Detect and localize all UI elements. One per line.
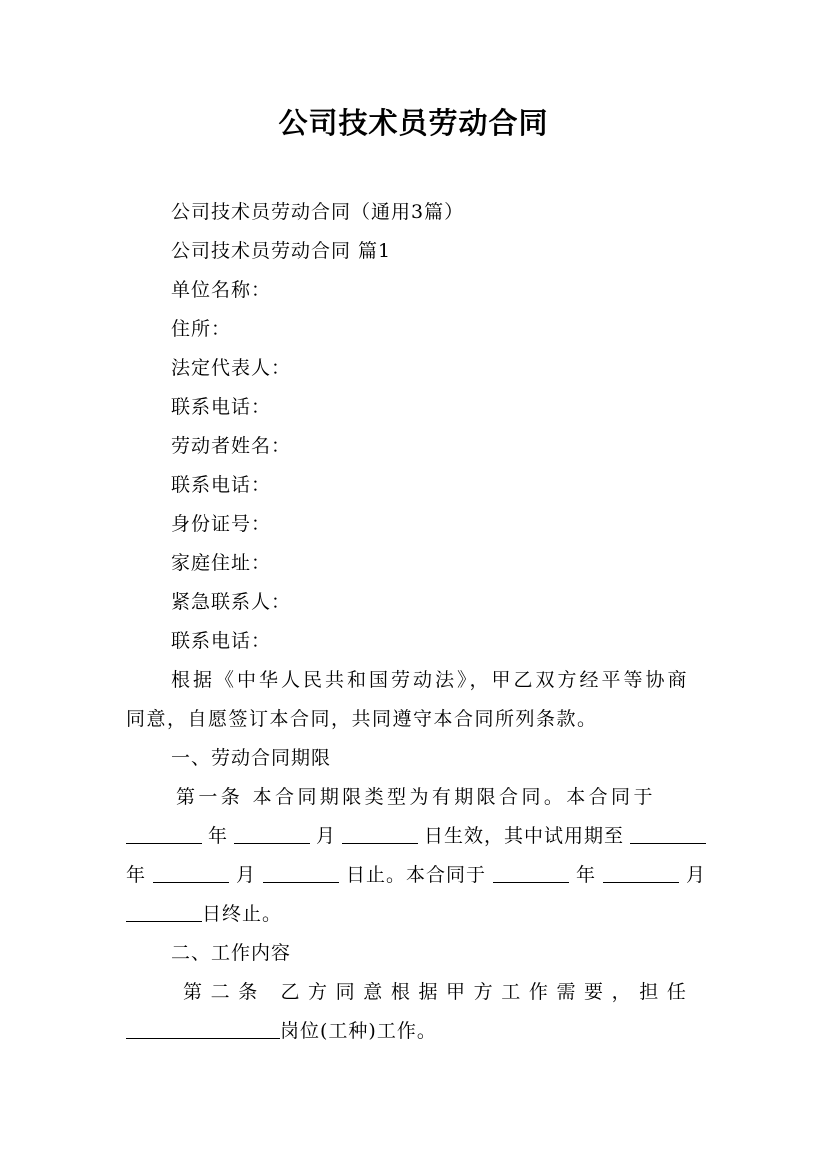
article1-line1 [176, 778, 706, 816]
blank-probation-year [630, 817, 706, 844]
subtitle: 公司技术员劳动合同（通用3篇） [171, 201, 465, 223]
blank-probation-month [153, 856, 229, 883]
label-year-3: 年 [575, 864, 596, 886]
blank-end-day [126, 895, 202, 922]
section-heading-term: 一、劳动合同期限 [171, 747, 332, 769]
label-post: 岗位(工种)工作。 [280, 1020, 437, 1042]
field-id-number: 身份证号： [171, 513, 272, 535]
blank-probation-day [263, 856, 339, 883]
blank-start-day [342, 817, 418, 844]
field-phone-emergency: 联系电话： [171, 630, 272, 652]
field-phone-worker: 联系电话： [171, 474, 272, 496]
field-worker-name: 劳动者姓名： [171, 435, 292, 457]
label-terminate: 日终止。 [202, 903, 283, 925]
field-phone-employer: 联系电话： [171, 396, 272, 418]
document-title: 公司技术员劳动合同 [278, 106, 549, 140]
article1-line4 [126, 895, 706, 933]
label-day-end: 日止。本合同于 [345, 864, 486, 886]
basis-paragraph-line2: 同意，自愿签订本合同，共同遵守本合同所列条款。 [126, 708, 598, 730]
part-heading: 公司技术员劳动合同 篇1 [171, 240, 392, 262]
field-emergency-contact: 紧急联系人： [171, 591, 292, 613]
blank-start-month [234, 817, 310, 844]
blank-start-year [126, 817, 202, 844]
label-month: 月 [315, 825, 336, 847]
label-effective: 日生效，其中试用期至 [423, 825, 624, 847]
article2-line2 [126, 1012, 706, 1050]
label-year: 年 [207, 825, 228, 847]
blank-post [126, 1012, 280, 1039]
label-month-2: 月 [235, 864, 256, 886]
article1-text: 第一条 本合同期限类型为有期限合同。本合同于 [176, 786, 656, 808]
field-home-address: 家庭住址： [171, 552, 272, 574]
article2-text: 第二条 乙方同意根据甲方工作需要，担任 [183, 981, 695, 1003]
field-unit-name: 单位名称： [171, 279, 272, 301]
label-month-3: 月 [685, 864, 706, 886]
blank-end-month [603, 856, 679, 883]
article1-line3 [126, 856, 706, 894]
blank-end-year [493, 856, 569, 883]
basis-paragraph-line1: 根据《中华人民共和国劳动法》，甲乙双方经平等协商 [171, 669, 690, 691]
field-legal-rep: 法定代表人： [171, 357, 292, 379]
section-heading-work: 二、工作内容 [171, 942, 292, 964]
field-address: 住所： [171, 318, 232, 340]
article2-line1 [183, 973, 706, 1011]
article1-line2 [126, 817, 706, 855]
label-year-2: 年 [126, 864, 147, 886]
